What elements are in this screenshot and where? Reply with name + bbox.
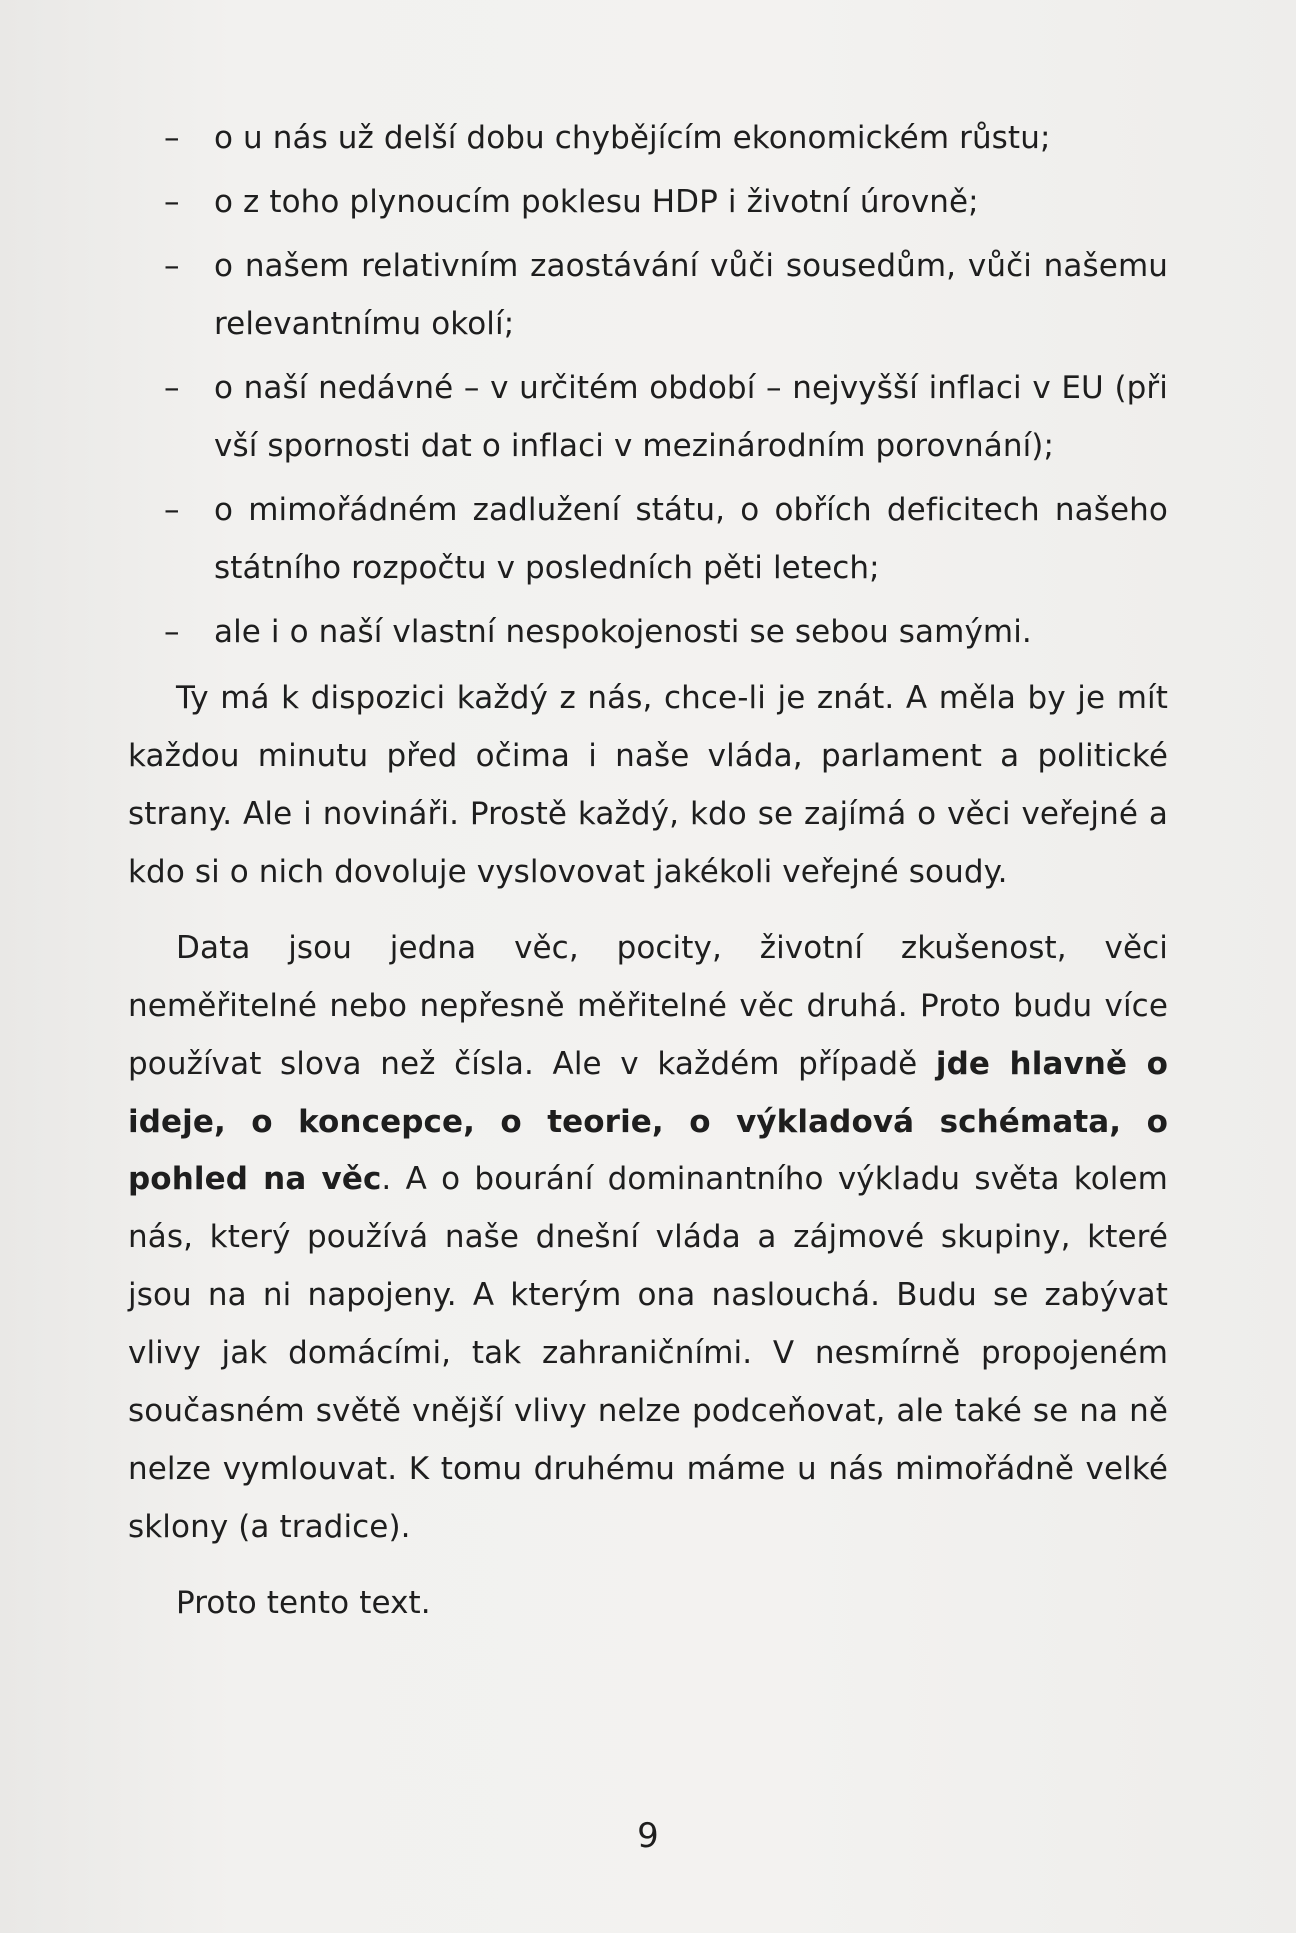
list-item	[128, 482, 1168, 598]
emphasized-text: jde hlavně o ideje, o koncepce, o teorie, o výkladová schémata, o pohled na věc	[128, 1045, 1168, 1198]
bullet-dash: –	[164, 491, 180, 528]
list-item	[128, 238, 1168, 354]
list-item	[128, 360, 1168, 476]
bullet-text: o mimořádném zadlužení státu, o obřích deficitech našeho státního rozpočtu v posledních pěti letech;	[214, 491, 1168, 586]
paragraph-ideas	[128, 920, 1168, 1558]
list-item	[128, 174, 1168, 232]
paragraph-closing: Proto tento text.	[176, 1585, 431, 1622]
bullet-text: ale i o naší vlastní nespokojenosti se sebou samými.	[214, 613, 1032, 650]
bullet-text: o naší nedávné – v určitém období – nejvyšší inflaci v EU (při vší spornosti dat o inflaci v mezinárodním porovnání);	[214, 369, 1168, 464]
paragraph-text: Data jsou jedna věc, pocity, životní zkušenost, věci neměřitelné nebo nepřesně měřitelné věc druhá. Proto budu více používat slova než čísla. Ale v každém případě	[128, 929, 1168, 1082]
bullet-text: o u nás už delší dobu chybějícím ekonomickém růstu;	[214, 120, 1051, 156]
bullet-dash: –	[164, 120, 180, 156]
bullet-dash: –	[164, 613, 180, 650]
bullet-dash: –	[164, 247, 180, 284]
bullet-dash: –	[164, 183, 180, 220]
page-body	[128, 110, 1168, 1651]
bullet-list	[128, 110, 1168, 662]
bullet-dash: –	[164, 369, 180, 406]
paragraph-data-availability: Ty má k dispozici každý z nás, chce-li je znát. A měla by je mít každou minutu před očima i naše vláda, parlament a politické strany. Ale i novináři. Prostě každý, kdo se zajímá o věci veřejné a kdo si o nich dovoluje vyslovovat jakékoli veřejné soudy.	[128, 679, 1168, 890]
paragraph-text: . A o bourání dominantního výkladu světa kolem nás, který používá naše dnešní vláda a zájmové skupiny, které jsou na ni napojeny. A kterým ona naslouchá. Budu se zabývat vlivy jak domácími, tak zahraničními. V nesmírně propojeném současném světě vnější vlivy nelze podceňovat, ale také se na ně nelze vymlouvat. K tomu druhému máme u nás mimořádně velké sklony (a tradice).	[128, 1161, 1168, 1546]
page-number: 9	[637, 1816, 659, 1856]
list-item	[128, 604, 1168, 662]
bullet-text: o našem relativním zaostávání vůči sousedům, vůči našemu relevantnímu okolí;	[214, 247, 1168, 342]
list-item	[128, 110, 1168, 168]
bullet-text: o z toho plynoucím poklesu HDP i životní úrovně;	[214, 183, 979, 220]
